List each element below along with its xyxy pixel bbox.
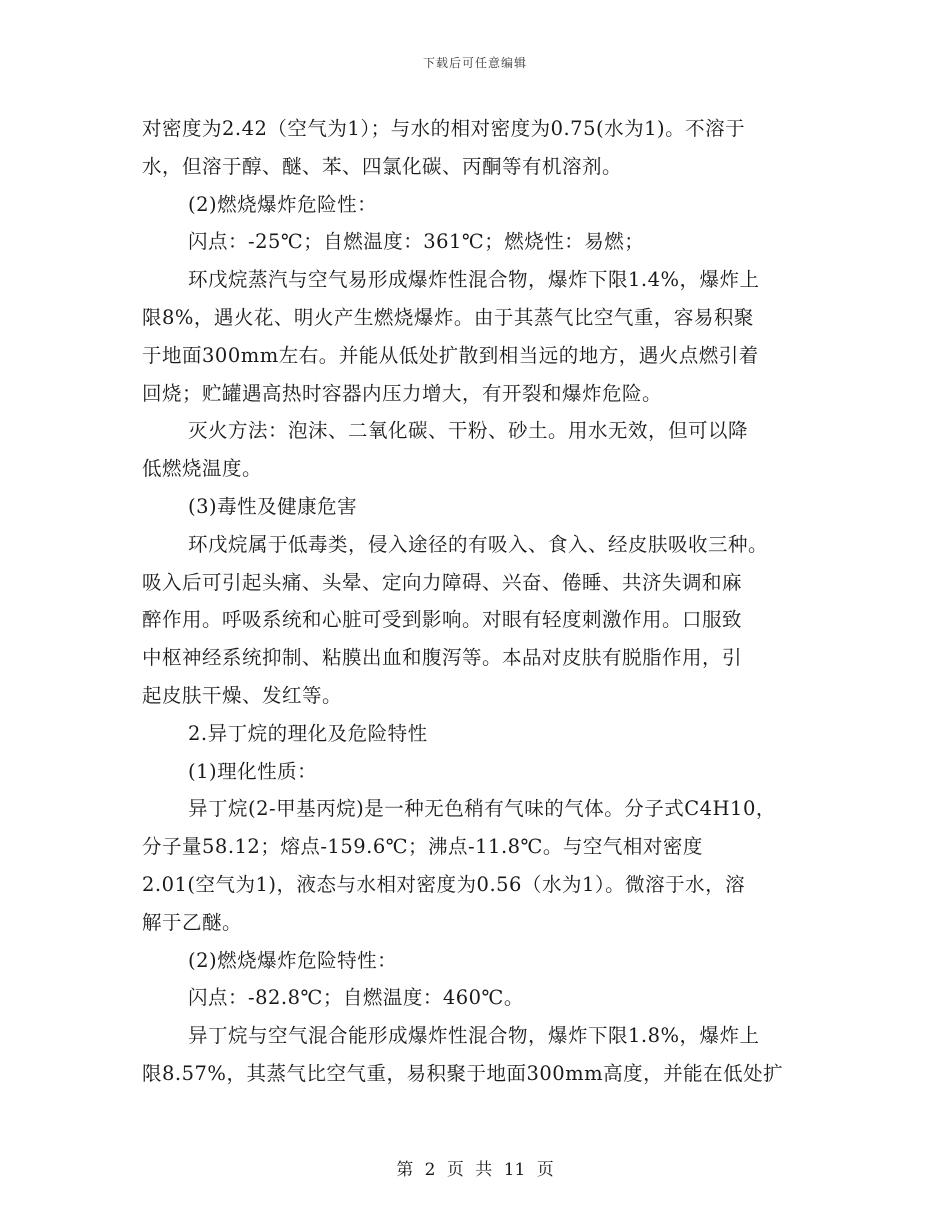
text-line: 水，但溶于醇、醚、苯、四氯化碳、丙酮等有机溶剂。 — [142, 154, 623, 178]
page-footer: 第 2 页 共 11 页 — [396, 1160, 554, 1180]
text-line: 于地面300mm左右。并能从低处扩散到相当远的地方，遇火点燃引着 — [142, 343, 759, 367]
text-line: 2.01(空气为1)，液态与水相对密度为0.56（水为1）。微溶于水，溶 — [142, 872, 746, 896]
text-line: 环戊烷蒸汽与空气易形成爆炸性混合物，爆炸下限1.4%，爆炸上 — [188, 268, 760, 292]
section-heading: (3)毒性及健康危害 — [188, 494, 358, 518]
text-line: 灭火方法：泡沫、二氧化碳、干粉、砂土。用水无效，但可以降 — [188, 419, 749, 443]
section-heading: (2)燃烧爆炸危险性： — [188, 192, 378, 216]
text-line: 起皮肤干燥、发红等。 — [142, 683, 343, 707]
text-line: 异丁烷(2-甲基丙烷)是一种无色稍有气味的气体。分子式C4H10， — [188, 797, 776, 821]
text-line: 对密度为2.42（空气为1）；与水的相对密度为0.75(水为1)。不溶于 — [142, 117, 746, 140]
section-heading: 2.异丁烷的理化及危险特性 — [188, 721, 428, 745]
text-line: 环戊烷属于低毒类，侵入途径的有吸入、食入、经皮肤吸收三种。 — [188, 532, 769, 556]
text-line: 中枢神经系统抑制、粘膜出血和腹泻等。本品对皮肤有脱脂作用，引 — [142, 646, 743, 670]
document-body — [142, 110, 810, 1093]
text-line: 异丁烷与空气混合能形成爆炸性混合物，爆炸下限1.8%，爆炸上 — [188, 1024, 760, 1048]
text-line: 限8.57%，其蒸气比空气重，易积聚于地面300mm高度，并能在低处扩 — [142, 1061, 784, 1085]
text-line: 解于乙醚。 — [142, 910, 243, 934]
text-line: 吸入后可引起头痛、头晕、定向力障碍、兴奋、倦睡、共济失调和麻 — [142, 570, 743, 594]
text-line: 醉作用。呼吸系统和心脏可受到影响。对眼有轻度刺激作用。口服致 — [142, 608, 743, 632]
section-heading: (1)理化性质： — [188, 759, 318, 783]
section-heading: (2)燃烧爆炸危险特性： — [188, 948, 398, 972]
text-line: 闪点：-25℃；自燃温度：361℃；燃烧性：易燃； — [188, 230, 645, 254]
text-line: 回烧；贮罐遇高热时容器内压力增大，有开裂和爆炸危险。 — [142, 381, 663, 405]
text-line: 闪点：-82.8℃；自燃温度：460℃。 — [188, 986, 524, 1010]
text-line: 低燃烧温度。 — [142, 457, 263, 481]
text-line: 限8%，遇火花、明火产生燃烧爆炸。由于其蒸气比空气重，容易积聚 — [142, 305, 754, 329]
text-line: 分子量58.12；熔点-159.6℃；沸点-11.8℃。与空气相对密度 — [142, 835, 703, 859]
page-header: 下载后可任意编辑 — [422, 56, 527, 70]
